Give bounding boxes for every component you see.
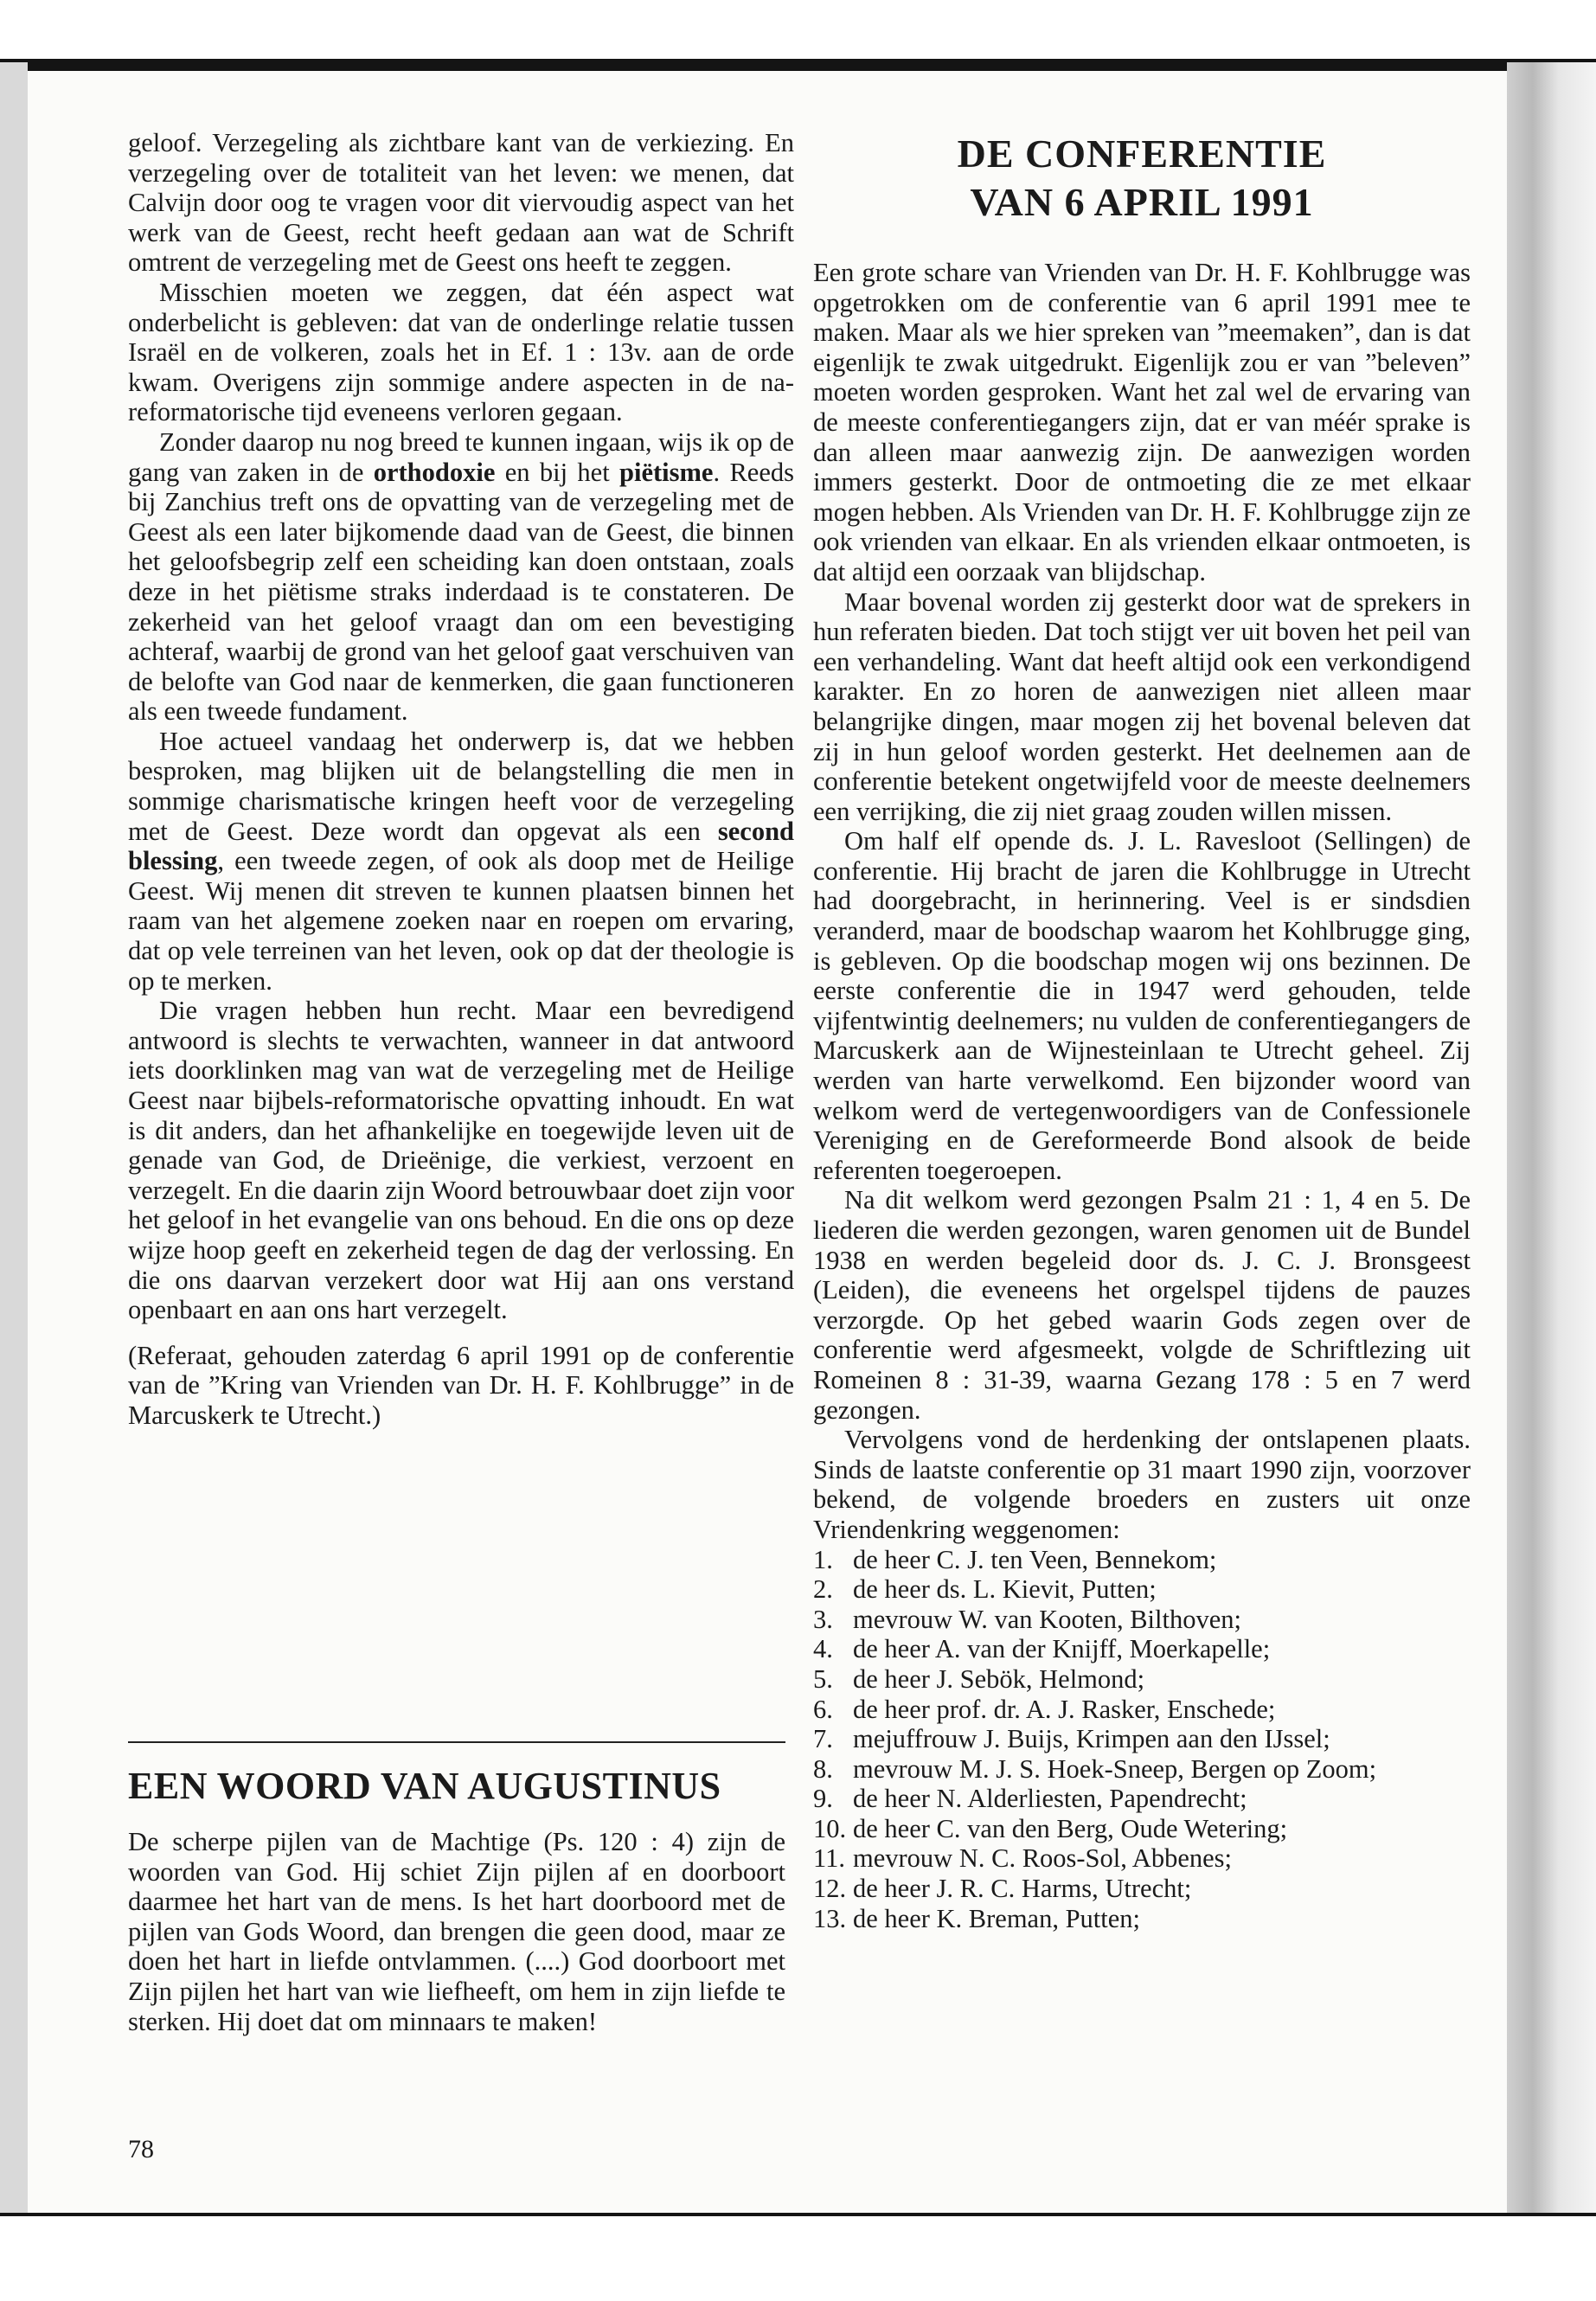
left-column	[128, 128, 794, 1431]
list-item: 2. de heer ds. L. Kievit, Putten;	[813, 1574, 1157, 1605]
paragraph: Maar bovenal worden zij gesterkt door wat de sprekers in hun referaten bieden. Dat toch stijgt ver uit boven het peil van een verhandeling. Want dat heeft altijd ook een verkondigend karakter. En zo horen de aanwezigen niet alleen maar belangrijke dingen, maar mogen zij het bovenal beleven dat zij in hun geloof worden gesterkt. Het deelnemen aan de conferentie betekent ongetwijfeld voor de meeste deelnemers een verrijking, die zij niet graag zouden willen missen.	[813, 586, 1471, 826]
paragraph: Hoe actueel vandaag het onderwerp is, dat we hebben besproken, mag blijken uit de belangstelling die men in sommige charismatische kringen heeft voor de verzegeling met de Geest. Deze wordt dan opgevat als een second blessing, een tweede zegen, of ook als doop met de Heilige Geest. Wij menen dit streven te kunnen plaatsen binnen het raam van het algemene zoeken naar en roepen om ervaring, dat op vele terreinen van het leven, ook op dat der theologie is op te merken.	[128, 726, 794, 996]
conference-heading-line1: DE CONFERENTIE	[957, 131, 1327, 176]
conference-heading-line2: VAN 6 APRIL 1991	[970, 180, 1314, 224]
list-item: 1. de heer C. J. ten Veen, Bennekom;	[813, 1544, 1217, 1574]
scan-margin-left	[0, 62, 28, 2218]
list-item: 3. mevrouw W. van Kooten, Bilthoven;	[813, 1604, 1241, 1634]
scan-edge-top	[0, 59, 1596, 71]
bold-term: second blessing	[128, 816, 794, 876]
section-divider	[128, 1741, 785, 1743]
scan-margin-bottom	[0, 2216, 1596, 2301]
paragraph: Misschien moeten we zeggen, dat één aspect wat onderbelicht is gebleven: dat van de onderlinge relatie tussen Israël en de volkeren, zoals het in Ef. 1 : 13v. aan de orde kwam. Overigens zijn sommige andere aspecten in de na-reformatorische tijd eveneens verloren gegaan.	[128, 277, 794, 427]
paragraph: Zonder daarop nu nog breed te kunnen ingaan, wijs ik op de gang van zaken in de orthodoxie en bij het piëtisme. Reeds bij Zanchius treft ons de opvatting van de verzegeling met de Geest als een later bijkomende daad van de Geest, die binnen het geloofsbegrip zelf een scheiding kan doen ontstaan, zoals deze in het piëtisme straks inderdaad is te constateren. De zekerheid van het geloof vraagt dan om een bevestiging achteraf, waarbij de grond van het geloof gaat verschuiven van de belofte van God naar de kenmerken, die gaan functioneren als een tweede fundament.	[128, 426, 794, 727]
page-number: 78	[128, 2135, 154, 2163]
referaat-note: (Referaat, gehouden zaterdag 6 april 1991 op de conferentie van de ”Kring van Vrienden van Dr. H. F. Kohlbrugge” in de Marcuskerk te Utrecht.)	[128, 1340, 794, 1430]
bold-term: piëtisme	[619, 457, 714, 487]
list-item: 4. de heer A. van der Knijff, Moerkapelle;	[813, 1634, 1271, 1664]
list-item: 9. de heer N. Alderliesten, Papendrecht;	[813, 1784, 1247, 1814]
list-item: 11. mevrouw N. C. Roos-Sol, Abbenes;	[813, 1843, 1233, 1874]
list-item: 10. de heer C. van den Berg, Oude Wetering;	[813, 1813, 1288, 1843]
scan-margin-top	[0, 0, 1596, 62]
augustinus-heading: EEN WOORD VAN AUGUSTINUS	[128, 1765, 721, 1807]
augustinus-text: De scherpe pijlen van de Machtige (Ps. 120 : 4) zijn de woorden van God. Hij schiet Zijn pijlen af en doorboort daarmee het hart van de mens. Is het hart doorboord met de pijlen van Gods Woord, dan brengen die geen dood, maar ze doen het hart in liefde ontvlammen. (....) God doorboort met Zijn pijlen het hart van wie liefheeft, om hem in zijn liefde te sterken. Hij doet dat om minnaars te maken!	[128, 1827, 785, 2036]
list-item: 8. mevrouw M. J. S. Hoek-Sneep, Bergen op Zoom;	[813, 1753, 1377, 1784]
paragraph: geloof. Verzegeling als zichtbare kant van de verkiezing. En verzegeling over de totaliteit van het leven: we menen, dat Calvijn door oog te vragen voor dit viervoudig aspect van het werk van de Geest, recht heeft gedaan aan wat de Schrift omtrent de verzegeling met de Geest ons heeft te zeggen.	[128, 128, 794, 278]
paragraph: Vervolgens vond de herdenking der ontslapenen plaats. Sinds de laatste conferentie op 31 maart 1990 zijn, voorzover bekend, de volgende broeders en zusters uit onze Vriendenkring weggenomen:	[813, 1425, 1471, 1544]
list-item: 7. mejuffrouw J. Buijs, Krimpen aan den IJssel;	[813, 1724, 1330, 1754]
list-item: 5. de heer J. Sebök, Helmond;	[813, 1663, 1145, 1694]
deceased-list	[813, 1545, 1471, 1934]
scan-page-edge-right	[1507, 62, 1596, 2218]
paragraph: Die vragen hebben hun recht. Maar een bevredigend antwoord is slechts te verwachten, wanneer in dat antwoord iets doorklinken mag van wat de verzegeling met de Heilige Geest naar bijbels-reformatorische opvatting inhoudt. En wat is dit anders, dan het afhankelijke en toegewijde leven uit de genade van God, de Drieënige, die verkiest, verzoent en verzegelt. En die daarin zijn Woord betrouwbaar doet zijn voor het geloof in het evangelie van ons behoud. En die ons op deze wijze hoop geeft en zekerheid tegen de dag der verlossing. En die ons daarvan verzekert door wat Hij aan ons verstand openbaart en aan ons hart verzegelt.	[128, 996, 794, 1325]
list-item: 12. de heer J. R. C. Harms, Utrecht;	[813, 1874, 1192, 1904]
bold-term: orthodoxie	[373, 457, 496, 487]
augustinus-section	[128, 1827, 785, 2036]
conference-heading	[813, 130, 1471, 227]
paragraph: Een grote schare van Vrienden van Dr. H. F. Kohlbrugge was opgetrokken om de conferentie van 6 april 1991 mee te maken. Maar als we hier spreken van ”meemaken”, dan is dat eigenlijk te zwak uitgedrukt. Eigenlijk zou er van ”beleven” moeten worden gesproken. Want het zal wel de ervaring van de meeste conferentiegangers zijn, dat er van méér sprake is dan alleen maar aanwezig zijn. De aanwezigen worden immers gesterkt. Door de ontmoeting die ze met elkaar mogen hebben. Als Vrienden van Dr. H. F. Kohlbrugge zijn ze ook vrienden van elkaar. En als vrienden elkaar ontmoeten, is dat altijd een oorzaak van blijdschap.	[813, 258, 1471, 586]
paragraph: Na dit welkom werd gezongen Psalm 21 : 1, 4 en 5. De liederen die werden gezongen, waren genomen uit de Bundel 1938 en werden begeleid door ds. J. C. J. Bronsgeest (Leiden), die eveneens het orgelspel tijdens de pauzes verzorgde. Op het gebed waarin Gods zegen over de conferentie werd afgesmeekt, volgde de Schriftlezing uit Romeinen 8 : 31-39, waarna Gezang 178 : 5 en 7 werd gezongen.	[813, 1185, 1471, 1425]
right-column	[813, 258, 1471, 1933]
list-item: 6. de heer prof. dr. A. J. Rasker, Enschede;	[813, 1694, 1276, 1724]
list-item: 13. de heer K. Breman, Putten;	[813, 1903, 1141, 1933]
paragraph: Om half elf opende ds. J. L. Ravesloot (Sellingen) de conferentie. Hij bracht de jaren die Kohlbrugge in Utrecht had doorgebracht, in herinnering. Veel is er sindsdien veranderd, maar de boodschap waarom het Kohlbrugge ging, is gebleven. Op die boodschap mogen wij ons bezinnen. De eerste conferentie die in 1947 werd gehouden, telde vijfentwintig deelnemers; nu vulden de conferentiegangers de Marcuskerk aan de Wijnesteinlaan te Utrecht geheel. Zij werden van harte verwelkomd. Een bijzonder woord van welkom werd de vertegenwoordigers van de Confessionele Vereniging en de Gereformeerde Bond alsook de beide referenten toegeroepen.	[813, 826, 1471, 1185]
